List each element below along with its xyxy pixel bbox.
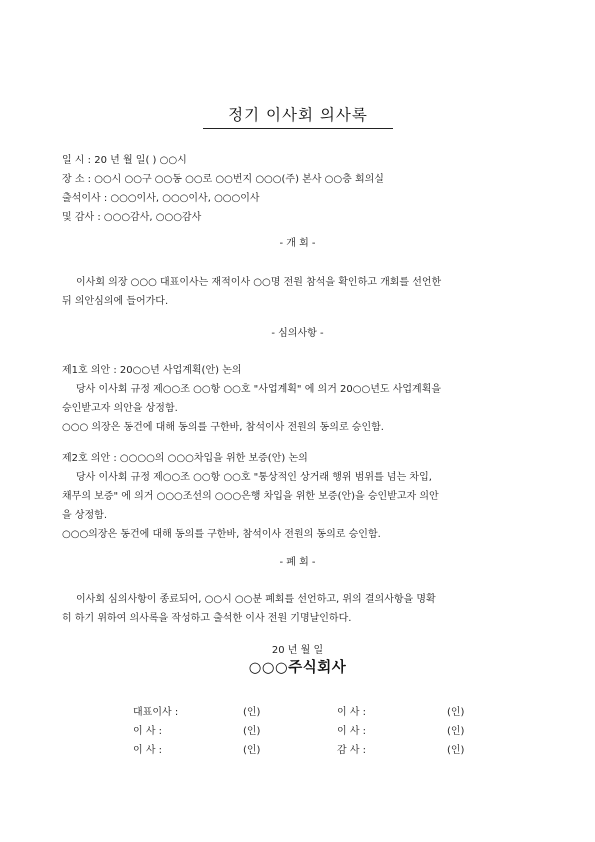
- title-underline: [203, 128, 393, 129]
- signature-row: [0, 722, 595, 741]
- seal-mark: (인): [243, 745, 261, 756]
- signer-role: 이 사 :: [337, 707, 367, 718]
- agenda-1-title: 제1호 의안 : 20○○년 사업계획(안) 논의: [62, 365, 242, 376]
- closing-line: 이사회 심의사항이 종료되어, ○○시 ○○분 폐회를 선언하고, 위의 결의사항을 명확: [76, 594, 436, 605]
- agenda-2: [62, 449, 552, 544]
- signer-role: 대표이사 :: [133, 707, 179, 718]
- meeting-place: 장 소 : ○○시 ○○구 ○○동 ○○로 ○○번지 ○○○(주) 본사 ○○층 회의실: [62, 174, 384, 185]
- agenda-2-line: 을 상정함.: [62, 510, 107, 521]
- company-name: ○○○주식회사: [248, 660, 347, 676]
- signing-date: 20 년 월 일: [271, 645, 324, 656]
- signature-row: [0, 741, 595, 760]
- seal-mark: (인): [447, 745, 465, 756]
- opening-line: 뒤 의안심의에 들어가다.: [62, 296, 169, 307]
- signature-table: [0, 703, 595, 760]
- attending-directors: 출석이사 : ○○○이사, ○○○이사, ○○○이사: [62, 193, 260, 204]
- agenda-2-line: 당사 이사회 규정 제○○조 ○○항 ○○호 "통상적인 상거래 행위 범위를 넘는 차입,: [76, 472, 432, 483]
- document-title: 정기 이사회 의사록: [228, 106, 368, 124]
- agenda-2-line: ○○○의장은 동건에 대해 동의를 구한바, 참석이사 전원의 동의로 승인함.: [62, 529, 381, 540]
- signer-role: 이 사 :: [133, 745, 163, 756]
- signer-role: 감 사 :: [337, 745, 367, 756]
- deliberation-heading: - 심의사항 -: [271, 328, 324, 339]
- opening-heading: - 개 회 -: [279, 238, 316, 249]
- closing-line: 히 하기 위하여 의사록을 작성하고 출석한 이사 전원 기명날인하다.: [62, 613, 352, 624]
- signer-role: 이 사 :: [337, 726, 367, 737]
- attending-auditors: 및 감사 : ○○○감사, ○○○감사: [62, 212, 202, 223]
- signer-role: 이 사 :: [133, 726, 163, 737]
- agenda-1-line: ○○○ 의장은 동건에 대해 동의를 구한바, 참석이사 전원의 동의로 승인함.: [62, 422, 384, 433]
- agenda-2-title: 제2호 의안 : ○○○○의 ○○○차입을 위한 보증(안) 논의: [62, 453, 308, 464]
- closing-paragraph: [62, 590, 552, 628]
- seal-mark: (인): [447, 707, 465, 718]
- agenda-1-line: 당사 이사회 규정 제○○조 ○○항 ○○호 "사업계획" 에 의거 20○○년도 사업계획을: [76, 384, 442, 395]
- closing-heading: - 폐 회 -: [279, 557, 316, 568]
- meeting-info: [62, 151, 384, 227]
- signature-row: [0, 703, 595, 722]
- agenda-2-line: 채무의 보증" 에 의거 ○○○조선의 ○○○은행 차입을 위한 보증(안)을 승인받고자 의안: [62, 491, 439, 502]
- opening-line: 이사회 의장 ○○○ 대표이사는 재적이사 ○○명 전원 참석을 확인하고 개회를 선언한: [76, 277, 442, 288]
- seal-mark: (인): [447, 726, 465, 737]
- seal-mark: (인): [243, 707, 261, 718]
- seal-mark: (인): [243, 726, 261, 737]
- agenda-1-line: 승인받고자 의안을 상정함.: [62, 403, 178, 414]
- meeting-date: 일 시 : 20 년 월 일( ) ○○시: [62, 155, 187, 166]
- agenda-1: [62, 361, 552, 437]
- opening-paragraph: [62, 273, 552, 311]
